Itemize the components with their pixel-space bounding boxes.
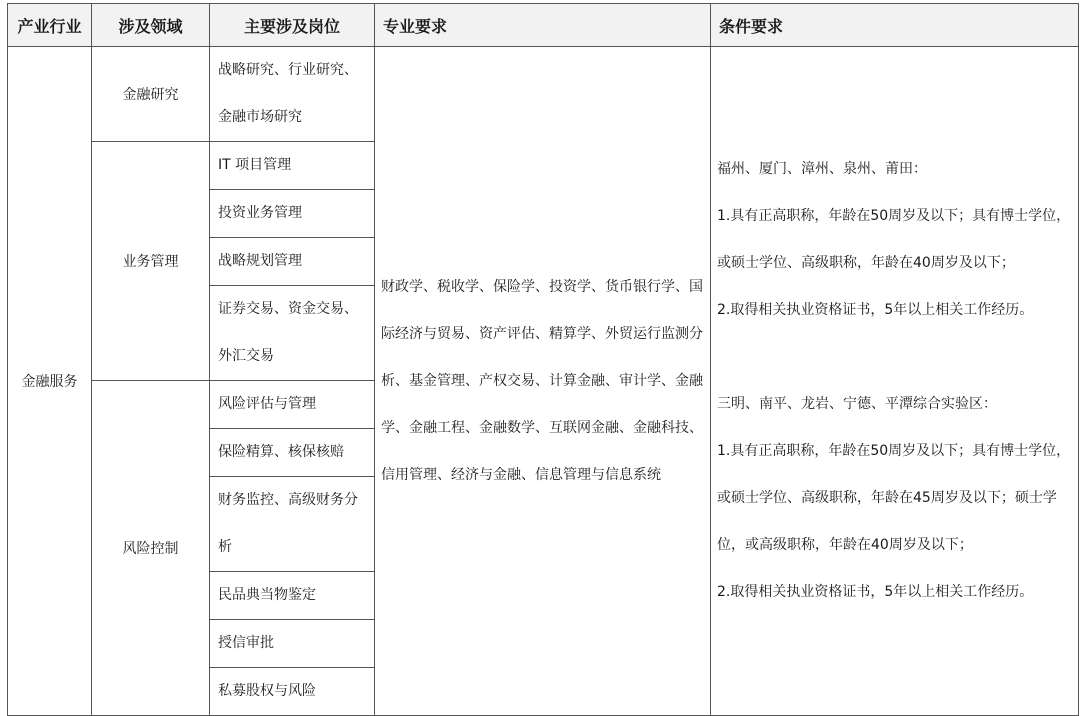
header-domain: 涉及领域 bbox=[92, 4, 210, 47]
domain-cell: 金融研究 bbox=[92, 47, 210, 142]
position-cell: IT 项目管理 bbox=[210, 142, 375, 190]
domain-cell: 风险控制 bbox=[92, 381, 210, 716]
position-cell: 授信审批 bbox=[210, 620, 375, 668]
table-row bbox=[8, 47, 1079, 142]
header-industry: 产业行业 bbox=[8, 4, 92, 47]
position-cell: 战略研究、行业研究、金融市场研究 bbox=[210, 47, 375, 142]
header-row bbox=[8, 4, 1079, 47]
industry-cell: 金融服务 bbox=[8, 47, 92, 716]
header-conditions: 条件要求 bbox=[711, 4, 1079, 47]
header-major-requirements: 专业要求 bbox=[375, 4, 711, 47]
conditions-group1-title: 福州、厦门、漳州、泉州、莆田： bbox=[717, 161, 927, 177]
conditions-group1-item1: 1.具有正高职称，年龄在50周岁及以下；具有博士学位，或硕士学位、高级职称，年龄在40周岁及以下； bbox=[717, 208, 1071, 271]
conditions-group2-item2: 2.取得相关执业资格证书，5年以上相关工作经历。 bbox=[717, 584, 1034, 600]
conditions-group2-title: 三明、南平、龙岩、宁德、平潭综合实验区： bbox=[717, 396, 997, 412]
position-cell: 投资业务管理 bbox=[210, 190, 375, 238]
position-cell: 战略规划管理 bbox=[210, 238, 375, 286]
position-cell: 证券交易、资金交易、外汇交易 bbox=[210, 286, 375, 381]
position-cell: 民品典当物鉴定 bbox=[210, 572, 375, 620]
position-cell: 私募股权与风险 bbox=[210, 668, 375, 716]
talent-requirements-table bbox=[7, 3, 1079, 716]
conditions-group1-item2: 2.取得相关执业资格证书，5年以上相关工作经历。 bbox=[717, 302, 1034, 318]
position-cell: 保险精算、核保核赔 bbox=[210, 429, 375, 477]
header-positions: 主要涉及岗位 bbox=[210, 4, 375, 47]
conditions-spacer bbox=[717, 334, 1072, 381]
position-cell: 财务监控、高级财务分析 bbox=[210, 477, 375, 572]
major-requirements-cell: 财政学、税收学、保险学、投资学、货币银行学、国际经济与贸易、资产评估、精算学、外贸运行监测分析、基金管理、产权交易、计算金融、审计学、金融学、金融工程、金融数学、互联网金融、金融科技、信用管理、经济与金融、信息管理与信息系统 bbox=[375, 47, 711, 716]
domain-cell: 业务管理 bbox=[92, 142, 210, 381]
conditions-cell bbox=[711, 47, 1079, 716]
conditions-group2-item1: 1.具有正高职称，年龄在50周岁及以下；具有博士学位，或硕士学位、高级职称，年龄在45周岁及以下；硕士学位，或高级职称，年龄在40周岁及以下； bbox=[717, 443, 1071, 553]
position-cell: 风险评估与管理 bbox=[210, 381, 375, 429]
